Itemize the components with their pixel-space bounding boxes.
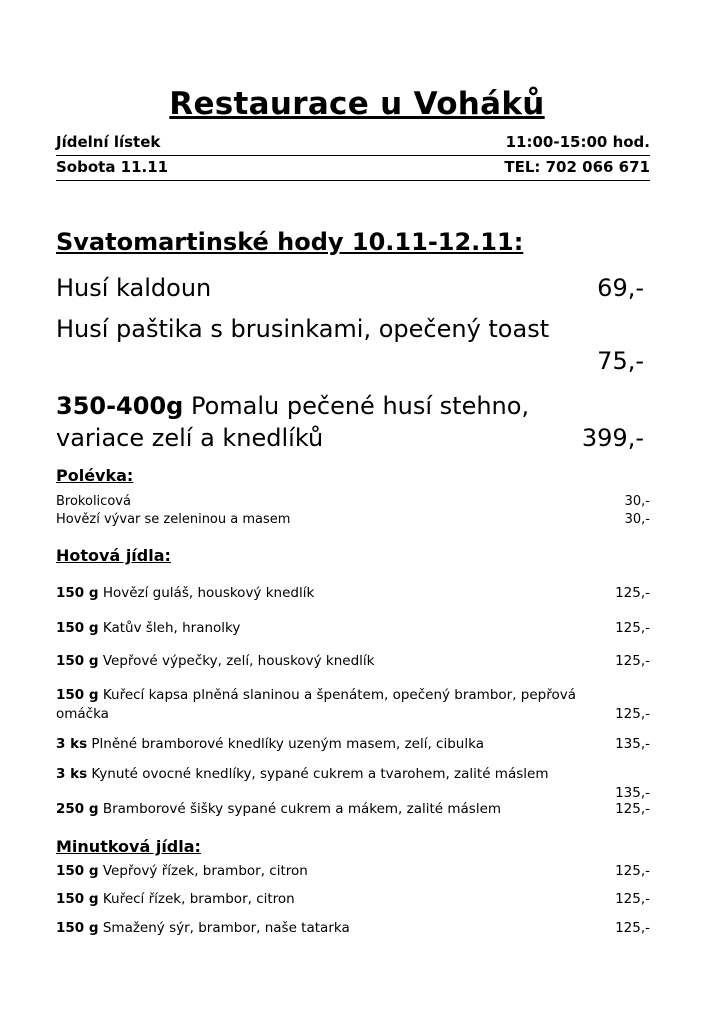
special-item-name: Pomalu pečené husí stehno, <box>190 392 530 420</box>
special-item <box>56 390 644 454</box>
item-name-cont: omáčka <box>56 706 109 722</box>
item-name: Smažený sýr, brambor, naše tatarka <box>102 920 350 936</box>
item-qty: 150 g <box>56 891 99 907</box>
main-item <box>56 686 650 724</box>
restaurant-title: Restaurace u Voháků <box>169 86 545 122</box>
soup-item <box>56 493 650 511</box>
minute-item <box>56 890 650 909</box>
item-qty: 150 g <box>56 863 99 879</box>
main-item <box>56 619 650 638</box>
item-price: 135,- <box>615 736 650 752</box>
item-qty: 150 g <box>56 687 99 703</box>
soup-name: Hovězí vývar se zeleninou a masem <box>56 512 291 527</box>
item-name: Vepřový řízek, brambor, citron <box>102 863 308 879</box>
phone-number: TEL: 702 066 671 <box>504 158 650 176</box>
special-item-name-cont: variace zelí a knedlíků <box>56 424 324 452</box>
opening-hours: 11:00-15:00 hod. <box>505 133 650 151</box>
item-price: 125,- <box>615 920 650 936</box>
menu-date: Sobota 11.11 <box>56 158 169 176</box>
special-item-price: 75,- <box>597 347 644 375</box>
item-name: Kuřecí řízek, brambor, citron <box>102 891 295 907</box>
item-name: Katův šleh, hranolky <box>102 620 241 636</box>
main-item <box>56 800 650 819</box>
item-qty: 150 g <box>56 920 99 936</box>
special-item <box>56 313 644 377</box>
item-price: 125,- <box>615 863 650 879</box>
item-qty: 150 g <box>56 585 99 601</box>
item-price: 125,- <box>615 620 650 636</box>
special-item <box>56 272 644 304</box>
item-name: Hovězí guláš, houskový knedlík <box>102 585 315 601</box>
minute-heading: Minutková jídla: <box>56 837 201 856</box>
special-heading: Svatomartinské hody 10.11-12.11: <box>56 228 524 256</box>
item-qty: 250 g <box>56 801 99 817</box>
soup-heading: Polévka: <box>56 466 134 485</box>
header-row-2 <box>56 158 650 181</box>
item-price: 125,- <box>615 585 650 601</box>
item-price: 125,- <box>615 706 650 722</box>
minute-item <box>56 862 650 881</box>
item-price: 135,- <box>615 785 650 801</box>
item-qty: 3 ks <box>56 766 88 782</box>
item-name: Kynuté ovocné knedlíky, sypané cukrem a tvarohem, zalité máslem <box>91 766 549 782</box>
item-name: Vepřové výpečky, zelí, houskový knedlík <box>102 653 375 669</box>
item-qty: 3 ks <box>56 736 88 752</box>
special-item-weight: 350-400g <box>56 392 184 420</box>
minute-item <box>56 919 650 938</box>
header-row-1 <box>56 133 650 156</box>
main-item <box>56 735 650 754</box>
mains-heading: Hotová jídla: <box>56 546 171 565</box>
soup-name: Brokolicová <box>56 494 131 509</box>
item-price: 125,- <box>615 891 650 907</box>
soup-price: 30,- <box>624 512 650 527</box>
main-item <box>56 652 650 671</box>
special-item-price: 399,- <box>581 424 644 452</box>
soup-item <box>56 511 650 529</box>
main-item <box>56 765 650 803</box>
item-name: Plněné bramborové knedlíky uzeným masem, zelí, cibulka <box>91 736 484 752</box>
item-price: 125,- <box>615 653 650 669</box>
special-item-name: Husí kaldoun <box>56 274 212 302</box>
item-qty: 150 g <box>56 620 99 636</box>
main-item <box>56 584 650 603</box>
item-name: Kuřecí kapsa plněná slaninou a špenátem, opečený brambor, pepřová <box>102 687 577 703</box>
special-item-name: Husí paštika s brusinkami, opečený toast <box>56 315 550 343</box>
special-item-price: 69,- <box>597 274 644 302</box>
item-qty: 150 g <box>56 653 99 669</box>
menu-label: Jídelní lístek <box>56 133 161 151</box>
item-name: Bramborové šišky sypané cukrem a mákem, zalité máslem <box>102 801 502 817</box>
item-price: 125,- <box>615 801 650 817</box>
soup-price: 30,- <box>624 494 650 509</box>
